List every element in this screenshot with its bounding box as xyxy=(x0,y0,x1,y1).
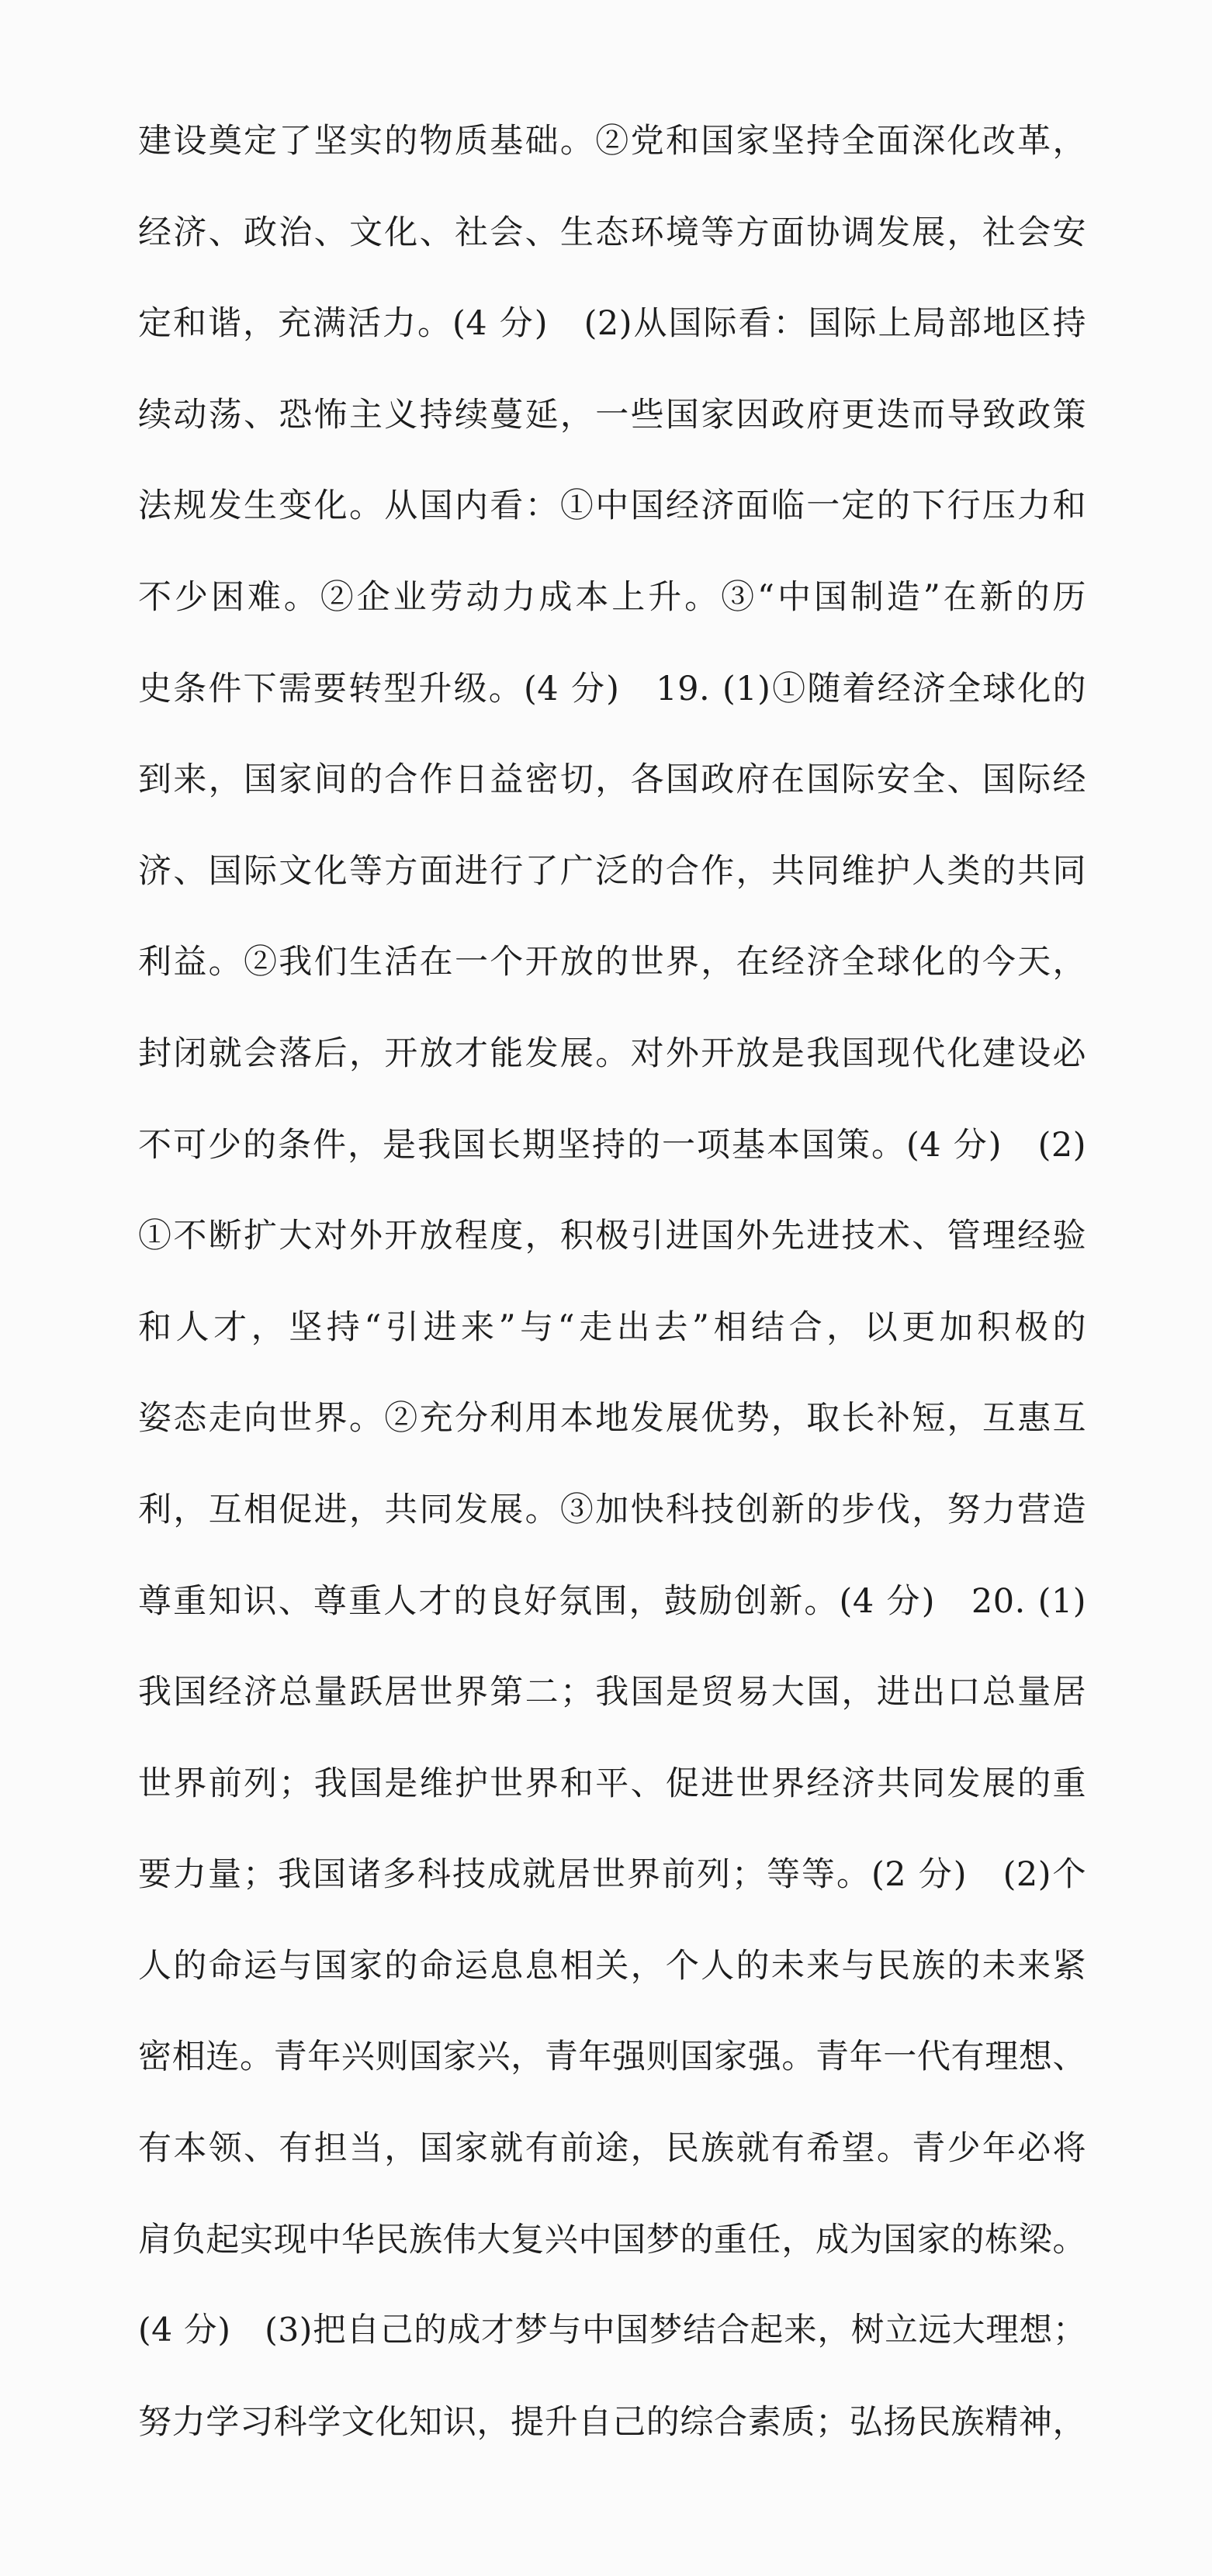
text-line: 世界前列；我国是维护世界和平、促进世界经济共同发展的重 xyxy=(138,1764,1086,1803)
text-line: 法规发生变化。从国内看：①中国经济面临一定的下行压力和 xyxy=(138,486,1086,526)
text-line: 建设奠定了坚实的物质基础。②党和国家坚持全面深化改革， xyxy=(138,122,1086,161)
text-line: (4 分) (3)把自己的成才梦与中国梦结合起来，树立远大理想； xyxy=(138,2311,1086,2350)
text-line: 利益。②我们生活在一个开放的世界，在经济全球化的今天， xyxy=(138,943,1086,982)
text-line: 肩负起实现中华民族伟大复兴中国梦的重任，成为国家的栋梁。 xyxy=(138,2220,1086,2259)
text-line: 封闭就会落后，开放才能发展。对外开放是我国现代化建设必 xyxy=(138,1034,1086,1073)
text-line: 密相连。青年兴则国家兴，青年强则国家强。青年一代有理想、 xyxy=(138,2038,1086,2077)
text-line: 姿态走向世界。②充分利用本地发展优势，取长补短，互惠互 xyxy=(138,1399,1086,1439)
text-line: 不可少的条件，是我国长期坚持的一项基本国策。(4 分) (2) xyxy=(138,1125,1086,1165)
text-line: 和人才，坚持“引进来”与“走出去”相结合，以更加积极的 xyxy=(138,1307,1086,1347)
text-line: 尊重知识、尊重人才的良好氛围，鼓励创新。(4 分) 20. (1) xyxy=(138,1581,1086,1621)
text-line: ①不断扩大对外开放程度，积极引进国外先进技术、管理经验 xyxy=(138,1217,1086,1256)
text-line: 不少困难。②企业劳动力成本上升。③“中国制造”在新的历 xyxy=(138,577,1086,617)
text-line: 有本领、有担当，国家就有前途，民族就有希望。青少年必将 xyxy=(138,2129,1086,2169)
text-line: 人的命运与国家的命运息息相关，个人的未来与民族的未来紧 xyxy=(138,1946,1086,1986)
text-line: 我国经济总量跃居世界第二；我国是贸易大国，进出口总量居 xyxy=(138,1673,1086,1712)
text-line: 史条件下需要转型升级。(4 分) 19. (1)①随着经济全球化的 xyxy=(138,669,1086,708)
text-line: 经济、政治、文化、社会、生态环境等方面协调发展，社会安 xyxy=(138,213,1086,252)
text-line: 要力量；我国诸多科技成就居世界前列；等等。(2 分) (2)个 xyxy=(138,1855,1086,1895)
answer-text-block xyxy=(138,118,1086,2490)
text-line: 利，互相促进，共同发展。③加快科技创新的步伐，努力营造 xyxy=(138,1490,1086,1529)
text-line: 到来，国家间的合作日益密切，各国政府在国际安全、国际经 xyxy=(138,760,1086,800)
text-line: 定和谐，充满活力。(4 分) (2)从国际看：国际上局部地区持 xyxy=(138,304,1086,344)
text-line: 续动荡、恐怖主义持续蔓延，一些国家因政府更迭而导致政策 xyxy=(138,395,1086,435)
text-line: 努力学习科学文化知识，提升自己的综合素质；弘扬民族精神， xyxy=(138,2402,1086,2442)
text-line: 济、国际文化等方面进行了广泛的合作，共同维护人类的共同 xyxy=(138,851,1086,891)
